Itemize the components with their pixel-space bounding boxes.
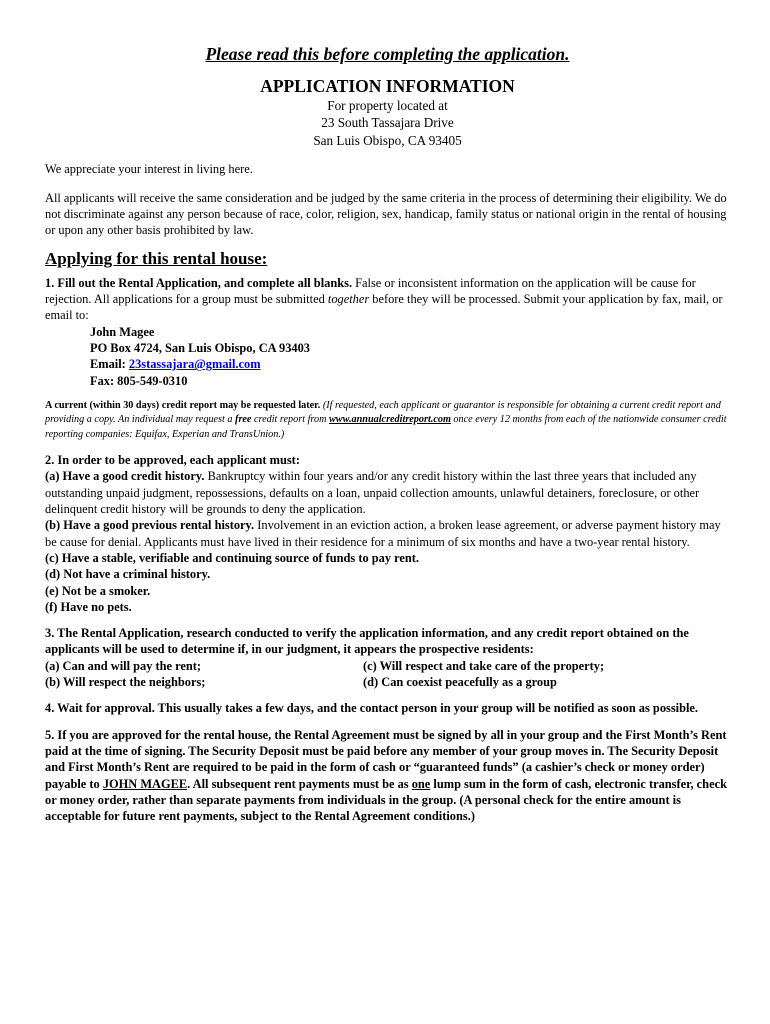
credit-note-bold: A current (within 30 days) credit report may be requested later. <box>45 399 321 411</box>
step-2-d: (d) Not have a criminal history. <box>45 567 211 582</box>
property-line-1: For property located at <box>327 97 448 113</box>
property-street: 23 South Tassajara Drive <box>321 115 454 131</box>
step-5-text-b: . All subsequent rent payments must be as <box>187 776 412 791</box>
step-1-text-b: before they will be processed. Submit your application by fax, mail, or email to: <box>45 292 723 323</box>
step-3-text: 3. The Rental Application, research conducted to verify the application information, and any credit report obtained on the applicants will be used to determine if, in our judgment, it appears the prospective residents: <box>45 626 689 657</box>
page-title: APPLICATION INFORMATION <box>260 76 515 97</box>
step-3-d: (d) Can coexist peacefully as a group <box>363 675 557 690</box>
step-3-a: (a) Can and will pay the rent; <box>45 658 202 673</box>
step-1-heading: 1. Fill out the Rental Application, and complete all blanks. <box>45 275 353 290</box>
step-5-payee: JOHN MAGEE <box>102 776 188 791</box>
credit-note-c: once every 12 months from each of the nationwide consumer credit reporting companies: Equifax, Experian and TransUnion.) <box>45 414 727 440</box>
section-title: Applying for this rental house: <box>45 248 268 268</box>
contact-name: John Magee <box>90 324 155 339</box>
property-block <box>45 97 730 150</box>
email-link[interactable]: 23stassajara@gmail.com <box>128 357 261 372</box>
contact-fax: Fax: 805-549-0310 <box>90 373 188 388</box>
step-3-b: (b) Will respect the neighbors; <box>45 675 206 690</box>
step-5-text-a: 5. If you are approved for the rental house, the Rental Agreement must be signed by all in your group and the First Month’s Rent paid at the time of signing. The Security Deposit must be paid before any member of your group moves in. The Security Deposit and First Month’s Rent are required to be paid in the form of cash or “guaranteed funds” (a cashier’s check or money order) payable to <box>45 727 727 791</box>
contact-email-row <box>90 356 730 372</box>
step-2-a-bold: (a) Have a good credit history. <box>45 469 205 484</box>
step-1-together: together <box>327 292 370 307</box>
step-2-e: (e) Not be a smoker. <box>45 583 151 598</box>
step-1-text-a: False or inconsistent information on the application will be cause for rejection. All applications for a group must be submitted <box>45 275 696 307</box>
step-1 <box>45 275 730 324</box>
step-3-list <box>45 658 730 691</box>
step-5-text-c: lump sum in the form of cash, electronic transfer, check or money order, rather than separate payments from individuals in the group. (A personal check for the entire amount is acceptable for future rent payments, subject to the Rental Agreement conditions.) <box>45 776 727 824</box>
step-2-heading: 2. In order to be approved, each applicant must: <box>45 453 300 468</box>
step-2-b-bold: (b) Have a good previous rental history. <box>45 518 255 533</box>
intro-policy: All applicants will receive the same consideration and be judged by the same criteria in the process of determining their eligibility. We do not discriminate against any person because of race, color, religion, sex, handicap, family status or national origin in the rental of housing or upon any other basis prohibited by law. <box>45 190 727 238</box>
step-2-f: (f) Have no pets. <box>45 599 132 614</box>
property-city: San Luis Obispo, CA 93405 <box>313 132 462 148</box>
step-5-text <box>45 727 730 825</box>
step-2-c: (c) Have a stable, verifiable and continuing source of funds to pay rent. <box>45 550 420 565</box>
document-page <box>45 46 730 824</box>
credit-report-note <box>45 399 730 442</box>
credit-note-b: credit report from <box>251 414 329 426</box>
contact-block <box>45 324 730 389</box>
email-label: Email: <box>90 357 129 372</box>
contact-address: PO Box 4724, San Luis Obispo, CA 93403 <box>90 341 310 356</box>
credit-note-a: (If requested, each applicant or guarantor is responsible for obtaining a current credit report and providing a copy. An individual may request a <box>45 399 721 426</box>
step-2-a <box>45 468 730 517</box>
step-2-b <box>45 517 730 550</box>
intro-greeting: We appreciate your interest in living here. <box>45 162 253 177</box>
notice-heading: Please read this before completing the application. <box>205 44 570 64</box>
step-2-b-text: Involvement in an eviction action, a broken lease agreement, or adverse payment history may be cause for denial. Applicants must have lived in their residence for a minimum of six months and have a two-year rental history. <box>45 518 721 549</box>
step-2-a-text: Bankruptcy within four years and/or any credit history within the last three years that included any outstanding unpaid judgment, repossessions, defaults on a loan, unpaid collection amounts, unlawful detainers, foreclosure, or other delinquent credit history will be grounds to deny the application. <box>45 469 700 517</box>
credit-note-free: free <box>235 414 252 426</box>
step-5-one: one <box>411 776 431 791</box>
step-4-text: 4. Wait for approval. This usually takes a few days, and the contact person in your group will be notified as soon as possible. <box>45 701 699 716</box>
step-3-c: (c) Will respect and take care of the property; <box>363 658 605 673</box>
credit-report-site-link[interactable]: www.annualcreditreport.com <box>328 414 451 426</box>
